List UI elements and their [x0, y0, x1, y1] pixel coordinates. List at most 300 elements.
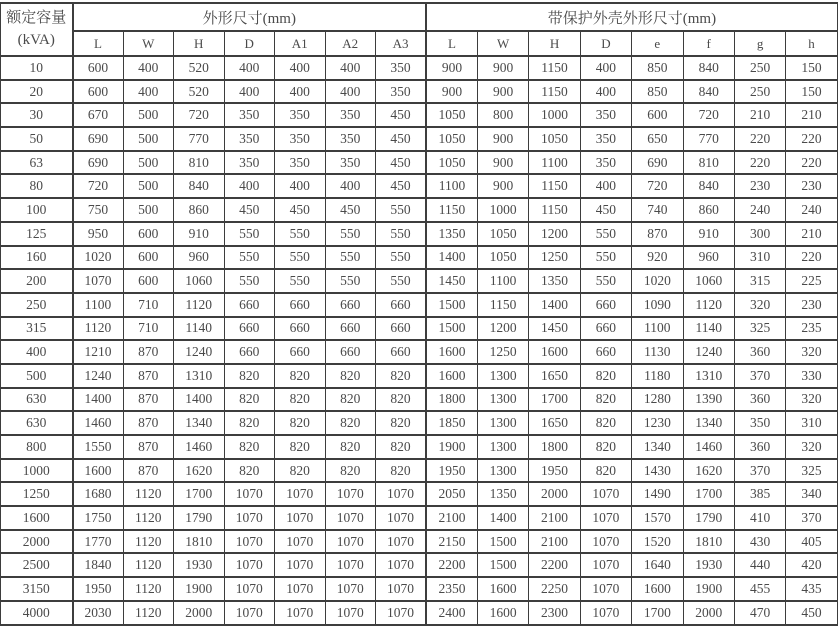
rated-capacity-cell: 1250 [1, 482, 73, 506]
enclosure-dimension-cell: 1150 [529, 80, 580, 104]
dimension-cell: 1100 [73, 293, 124, 317]
col-header-l-enclosure: L [426, 31, 477, 56]
enclosure-dimension-cell: 2000 [529, 482, 580, 506]
dimension-cell: 400 [325, 80, 376, 104]
dimension-cell: 820 [224, 364, 275, 388]
enclosure-dimension-cell: 1090 [632, 293, 683, 317]
table-row [1, 269, 838, 293]
dimension-cell: 350 [325, 127, 376, 151]
enclosure-dimension-cell: 2200 [529, 553, 580, 577]
dimension-cell: 1120 [174, 293, 225, 317]
dimension-cell: 860 [174, 198, 225, 222]
enclosure-dimension-cell: 350 [734, 411, 785, 435]
enclosure-dimension-cell: 150 [786, 80, 837, 104]
enclosure-dimension-cell: 1850 [426, 411, 477, 435]
enclosure-dimension-cell: 900 [426, 56, 477, 80]
enclosure-dimension-cell: 310 [734, 246, 785, 270]
dimension-cell: 1210 [73, 340, 124, 364]
enclosure-dimension-cell: 1050 [477, 246, 528, 270]
dimension-cell: 1400 [73, 388, 124, 412]
dimension-cell: 870 [123, 435, 174, 459]
dimension-cell: 1340 [174, 411, 225, 435]
enclosure-dimension-cell: 310 [786, 411, 837, 435]
rated-capacity-cell: 630 [1, 388, 73, 412]
dimension-cell: 660 [376, 293, 427, 317]
enclosure-dimension-cell: 1200 [477, 317, 528, 341]
dimension-cell: 550 [224, 269, 275, 293]
enclosure-dimension-cell: 230 [786, 293, 837, 317]
dimension-cell: 450 [224, 198, 275, 222]
dimension-cell: 1750 [73, 506, 124, 530]
enclosure-dimension-cell: 1100 [632, 317, 683, 341]
rated-capacity-cell: 100 [1, 198, 73, 222]
dimension-cell: 400 [275, 80, 326, 104]
dimension-cell: 550 [224, 246, 275, 270]
col-header-d: D [224, 31, 275, 56]
enclosure-dimension-cell: 220 [734, 127, 785, 151]
enclosure-dimension-cell: 2150 [426, 530, 477, 554]
enclosure-dimension-cell: 470 [734, 601, 785, 625]
enclosure-dimension-cell: 360 [734, 388, 785, 412]
dimension-cell: 1070 [325, 482, 376, 506]
dimension-cell: 450 [376, 174, 427, 198]
enclosure-dimension-cell: 1000 [477, 198, 528, 222]
group-header-enclosure: 带保护外壳外形尺寸(mm) [426, 3, 837, 31]
enclosure-dimension-cell: 1390 [683, 388, 734, 412]
table-row [1, 222, 838, 246]
enclosure-dimension-cell: 2200 [426, 553, 477, 577]
enclosure-dimension-cell: 860 [683, 198, 734, 222]
table-row [1, 246, 838, 270]
enclosure-dimension-cell: 960 [683, 246, 734, 270]
enclosure-dimension-cell: 650 [632, 127, 683, 151]
enclosure-dimension-cell: 250 [734, 80, 785, 104]
enclosure-dimension-cell: 1700 [683, 482, 734, 506]
enclosure-dimension-cell: 400 [580, 174, 631, 198]
enclosure-dimension-cell: 1050 [529, 127, 580, 151]
dimension-cell: 1070 [325, 577, 376, 601]
dimension-cell: 820 [325, 459, 376, 483]
group-header-row [1, 3, 838, 31]
table-row [1, 506, 838, 530]
table-row [1, 198, 838, 222]
dimension-cell: 660 [224, 293, 275, 317]
dimension-cell: 350 [325, 151, 376, 175]
dimension-cell: 870 [123, 411, 174, 435]
enclosure-dimension-cell: 840 [683, 80, 734, 104]
enclosure-dimension-cell: 1340 [683, 411, 734, 435]
enclosure-dimension-cell: 220 [786, 246, 837, 270]
rated-capacity-header-line2: (kVA) [17, 31, 55, 48]
dimension-cell: 350 [224, 103, 275, 127]
enclosure-dimension-cell: 820 [580, 435, 631, 459]
enclosure-dimension-cell: 850 [632, 56, 683, 80]
enclosure-dimension-cell: 660 [580, 293, 631, 317]
dimension-cell: 1070 [275, 601, 326, 625]
rated-capacity-cell: 10 [1, 56, 73, 80]
enclosure-dimension-cell: 550 [580, 269, 631, 293]
dimension-cell: 1950 [73, 577, 124, 601]
rated-capacity-cell: 30 [1, 103, 73, 127]
dimension-cell: 1930 [174, 553, 225, 577]
enclosure-dimension-cell: 300 [734, 222, 785, 246]
enclosure-dimension-cell: 370 [734, 459, 785, 483]
dimension-cell: 870 [123, 459, 174, 483]
enclosure-dimension-cell: 600 [632, 103, 683, 127]
col-header-a3: A3 [376, 31, 427, 56]
dimension-cell: 350 [376, 80, 427, 104]
enclosure-dimension-cell: 1600 [477, 601, 528, 625]
enclosure-dimension-cell: 1650 [529, 364, 580, 388]
dimension-cell: 400 [224, 174, 275, 198]
enclosure-dimension-cell: 910 [683, 222, 734, 246]
enclosure-dimension-cell: 1070 [580, 601, 631, 625]
dimension-cell: 840 [174, 174, 225, 198]
dimension-cell: 820 [224, 459, 275, 483]
enclosure-dimension-cell: 820 [580, 364, 631, 388]
enclosure-dimension-cell: 870 [632, 222, 683, 246]
dimension-cell: 820 [275, 364, 326, 388]
dimension-cell: 1070 [325, 553, 376, 577]
enclosure-dimension-cell: 1060 [683, 269, 734, 293]
subheader-row [1, 31, 838, 56]
enclosure-dimension-cell: 1930 [683, 553, 734, 577]
dimension-cell: 550 [275, 246, 326, 270]
dimension-cell: 1120 [123, 601, 174, 625]
table-row [1, 482, 838, 506]
dimension-cell: 1070 [224, 601, 275, 625]
enclosure-dimension-cell: 430 [734, 530, 785, 554]
enclosure-dimension-cell: 1150 [426, 198, 477, 222]
dimension-cell: 600 [123, 269, 174, 293]
rated-capacity-cell: 2000 [1, 530, 73, 554]
dimension-cell: 350 [224, 127, 275, 151]
dimension-cell: 400 [224, 80, 275, 104]
rated-capacity-cell: 63 [1, 151, 73, 175]
dimension-cell: 550 [325, 269, 376, 293]
rated-capacity-header-line1: 额定容量 [6, 9, 67, 26]
dimension-cell: 660 [275, 293, 326, 317]
enclosure-dimension-cell: 1650 [529, 411, 580, 435]
enclosure-dimension-cell: 1150 [529, 174, 580, 198]
enclosure-dimension-cell: 1600 [426, 364, 477, 388]
dimension-cell: 1070 [275, 553, 326, 577]
enclosure-dimension-cell: 2350 [426, 577, 477, 601]
dimension-cell: 1070 [376, 577, 427, 601]
enclosure-dimension-cell: 1400 [477, 506, 528, 530]
dimension-cell: 1400 [174, 388, 225, 412]
table-row [1, 577, 838, 601]
enclosure-dimension-cell: 1050 [426, 103, 477, 127]
table-body [1, 56, 838, 625]
dimension-cell: 350 [275, 103, 326, 127]
rated-capacity-cell: 160 [1, 246, 73, 270]
rated-capacity-cell: 500 [1, 364, 73, 388]
col-header-g-enclosure: g [734, 31, 785, 56]
enclosure-dimension-cell: 660 [580, 340, 631, 364]
dimension-cell: 1070 [376, 530, 427, 554]
enclosure-dimension-cell: 455 [734, 577, 785, 601]
enclosure-dimension-cell: 820 [580, 388, 631, 412]
enclosure-dimension-cell: 1950 [426, 459, 477, 483]
enclosure-dimension-cell: 1600 [632, 577, 683, 601]
enclosure-dimension-cell: 1350 [426, 222, 477, 246]
enclosure-dimension-cell: 1200 [529, 222, 580, 246]
dimension-cell: 750 [73, 198, 124, 222]
enclosure-dimension-cell: 210 [786, 222, 837, 246]
enclosure-dimension-cell: 1810 [683, 530, 734, 554]
dimension-cell: 1070 [376, 553, 427, 577]
dimension-cell: 400 [325, 174, 376, 198]
dimension-cell: 660 [376, 317, 427, 341]
dimension-cell: 1120 [73, 317, 124, 341]
enclosure-dimension-cell: 2400 [426, 601, 477, 625]
dimension-cell: 660 [224, 317, 275, 341]
enclosure-dimension-cell: 550 [580, 246, 631, 270]
enclosure-dimension-cell: 230 [734, 174, 785, 198]
enclosure-dimension-cell: 1020 [632, 269, 683, 293]
enclosure-dimension-cell: 405 [786, 530, 837, 554]
dimension-cell: 690 [73, 151, 124, 175]
enclosure-dimension-cell: 230 [786, 174, 837, 198]
enclosure-dimension-cell: 1300 [477, 435, 528, 459]
enclosure-dimension-cell: 450 [580, 198, 631, 222]
dimension-cell: 690 [73, 127, 124, 151]
enclosure-dimension-cell: 1520 [632, 530, 683, 554]
dimension-cell: 820 [275, 411, 326, 435]
enclosure-dimension-cell: 320 [786, 388, 837, 412]
enclosure-dimension-cell: 1070 [580, 553, 631, 577]
rated-capacity-cell: 4000 [1, 601, 73, 625]
enclosure-dimension-cell: 220 [734, 151, 785, 175]
dimension-cell: 1770 [73, 530, 124, 554]
enclosure-dimension-cell: 1500 [426, 293, 477, 317]
dimension-cell: 400 [275, 56, 326, 80]
enclosure-dimension-cell: 320 [786, 435, 837, 459]
dimension-cell: 810 [174, 151, 225, 175]
dimension-cell: 1070 [275, 530, 326, 554]
dimension-cell: 820 [325, 435, 376, 459]
table-row [1, 435, 838, 459]
col-header-w-enclosure: W [477, 31, 528, 56]
enclosure-dimension-cell: 1240 [683, 340, 734, 364]
enclosure-dimension-cell: 1070 [580, 506, 631, 530]
enclosure-dimension-cell: 1300 [477, 388, 528, 412]
table-row [1, 56, 838, 80]
enclosure-dimension-cell: 900 [426, 80, 477, 104]
dimension-cell: 600 [123, 222, 174, 246]
dimension-cell: 660 [325, 293, 376, 317]
enclosure-dimension-cell: 1570 [632, 506, 683, 530]
dimension-cell: 550 [376, 222, 427, 246]
enclosure-dimension-cell: 1100 [426, 174, 477, 198]
dimension-cell: 660 [325, 340, 376, 364]
dimension-cell: 1070 [376, 601, 427, 625]
dimension-cell: 450 [376, 103, 427, 127]
table-row [1, 388, 838, 412]
table-row [1, 151, 838, 175]
col-header-a2: A2 [325, 31, 376, 56]
rated-capacity-cell: 1600 [1, 506, 73, 530]
dimension-cell: 500 [123, 198, 174, 222]
table-row [1, 553, 838, 577]
col-header-l: L [73, 31, 124, 56]
enclosure-dimension-cell: 320 [734, 293, 785, 317]
enclosure-dimension-cell: 1400 [426, 246, 477, 270]
enclosure-dimension-cell: 820 [580, 411, 631, 435]
dimension-cell: 1700 [174, 482, 225, 506]
dimension-cell: 1460 [174, 435, 225, 459]
dimension-cell: 1070 [73, 269, 124, 293]
dimension-cell: 1600 [73, 459, 124, 483]
rated-capacity-cell: 20 [1, 80, 73, 104]
rated-capacity-cell: 630 [1, 411, 73, 435]
enclosure-dimension-cell: 450 [786, 601, 837, 625]
dimension-cell: 1070 [224, 482, 275, 506]
dimension-cell: 1900 [174, 577, 225, 601]
col-header-a1: A1 [275, 31, 326, 56]
dimension-cell: 1120 [123, 506, 174, 530]
enclosure-dimension-cell: 400 [580, 80, 631, 104]
enclosure-dimension-cell: 370 [786, 506, 837, 530]
dimension-cell: 450 [275, 198, 326, 222]
dimension-cell: 820 [224, 411, 275, 435]
dimension-cell: 500 [123, 174, 174, 198]
dimension-cell: 1620 [174, 459, 225, 483]
rated-capacity-header [1, 3, 73, 56]
dimension-cell: 400 [224, 56, 275, 80]
dimensions-table [0, 2, 838, 626]
enclosure-dimension-cell: 900 [477, 151, 528, 175]
dimension-cell: 1070 [275, 482, 326, 506]
table-row [1, 293, 838, 317]
rated-capacity-cell: 800 [1, 435, 73, 459]
rated-capacity-cell: 1000 [1, 459, 73, 483]
enclosure-dimension-cell: 1800 [529, 435, 580, 459]
dimension-cell: 820 [376, 411, 427, 435]
enclosure-dimension-cell: 2050 [426, 482, 477, 506]
dimension-cell: 450 [325, 198, 376, 222]
dimension-cell: 1240 [73, 364, 124, 388]
enclosure-dimension-cell: 240 [786, 198, 837, 222]
dimension-cell: 1120 [123, 482, 174, 506]
enclosure-dimension-cell: 1070 [580, 482, 631, 506]
dimension-cell: 520 [174, 80, 225, 104]
dimension-cell: 550 [376, 246, 427, 270]
dimension-cell: 450 [376, 127, 427, 151]
table-row [1, 317, 838, 341]
dimension-cell: 820 [376, 364, 427, 388]
enclosure-dimension-cell: 1620 [683, 459, 734, 483]
enclosure-dimension-cell: 385 [734, 482, 785, 506]
rated-capacity-cell: 400 [1, 340, 73, 364]
dimension-cell: 400 [123, 56, 174, 80]
enclosure-dimension-cell: 690 [632, 151, 683, 175]
dimension-cell: 820 [224, 435, 275, 459]
dimension-cell: 870 [123, 340, 174, 364]
enclosure-dimension-cell: 1600 [426, 340, 477, 364]
col-header-d-enclosure: D [580, 31, 631, 56]
enclosure-dimension-cell: 440 [734, 553, 785, 577]
enclosure-dimension-cell: 2100 [426, 506, 477, 530]
dimension-cell: 720 [174, 103, 225, 127]
dimension-cell: 1460 [73, 411, 124, 435]
dimension-cell: 1840 [73, 553, 124, 577]
enclosure-dimension-cell: 850 [632, 80, 683, 104]
enclosure-dimension-cell: 420 [786, 553, 837, 577]
enclosure-dimension-cell: 410 [734, 506, 785, 530]
table-row [1, 127, 838, 151]
table-row [1, 601, 838, 625]
enclosure-dimension-cell: 1050 [426, 127, 477, 151]
rated-capacity-cell: 125 [1, 222, 73, 246]
col-header-h-enclosure: h [786, 31, 837, 56]
col-header-h: H [174, 31, 225, 56]
enclosure-dimension-cell: 370 [734, 364, 785, 388]
dimension-cell: 350 [376, 56, 427, 80]
enclosure-dimension-cell: 1280 [632, 388, 683, 412]
enclosure-dimension-cell: 1500 [477, 530, 528, 554]
enclosure-dimension-cell: 360 [734, 340, 785, 364]
dimension-cell: 1070 [224, 506, 275, 530]
enclosure-dimension-cell: 1490 [632, 482, 683, 506]
enclosure-dimension-cell: 315 [734, 269, 785, 293]
dimension-cell: 960 [174, 246, 225, 270]
dimension-cell: 400 [275, 174, 326, 198]
enclosure-dimension-cell: 1700 [529, 388, 580, 412]
enclosure-dimension-cell: 900 [477, 127, 528, 151]
dimension-cell: 350 [275, 127, 326, 151]
enclosure-dimension-cell: 325 [734, 317, 785, 341]
group-header-dimensions: 外形尺寸(mm) [73, 3, 427, 31]
dimension-cell: 1240 [174, 340, 225, 364]
dimension-cell: 350 [275, 151, 326, 175]
dimension-cell: 820 [275, 388, 326, 412]
dimension-cell: 1120 [123, 577, 174, 601]
dimension-cell: 350 [325, 103, 376, 127]
enclosure-dimension-cell: 360 [734, 435, 785, 459]
enclosure-dimension-cell: 1900 [426, 435, 477, 459]
enclosure-dimension-cell: 1050 [426, 151, 477, 175]
dimension-cell: 660 [376, 340, 427, 364]
table-row [1, 340, 838, 364]
enclosure-dimension-cell: 2100 [529, 530, 580, 554]
dimension-cell: 820 [325, 388, 376, 412]
dimension-cell: 600 [73, 80, 124, 104]
rated-capacity-cell: 50 [1, 127, 73, 151]
enclosure-dimension-cell: 2250 [529, 577, 580, 601]
dimension-cell: 520 [174, 56, 225, 80]
dimension-cell: 2030 [73, 601, 124, 625]
dimension-cell: 1070 [325, 506, 376, 530]
enclosure-dimension-cell: 1600 [529, 340, 580, 364]
enclosure-dimension-cell: 210 [734, 103, 785, 127]
table-row [1, 174, 838, 198]
dimension-cell: 710 [123, 317, 174, 341]
enclosure-dimension-cell: 1250 [529, 246, 580, 270]
dimension-cell: 1070 [325, 530, 376, 554]
enclosure-dimension-cell: 1000 [529, 103, 580, 127]
enclosure-dimension-cell: 150 [786, 56, 837, 80]
dimension-cell: 550 [275, 222, 326, 246]
table-row [1, 530, 838, 554]
dimension-cell: 1140 [174, 317, 225, 341]
rated-capacity-cell: 315 [1, 317, 73, 341]
dimension-cell: 350 [224, 151, 275, 175]
enclosure-dimension-cell: 2000 [683, 601, 734, 625]
table-row [1, 411, 838, 435]
enclosure-dimension-cell: 840 [683, 56, 734, 80]
